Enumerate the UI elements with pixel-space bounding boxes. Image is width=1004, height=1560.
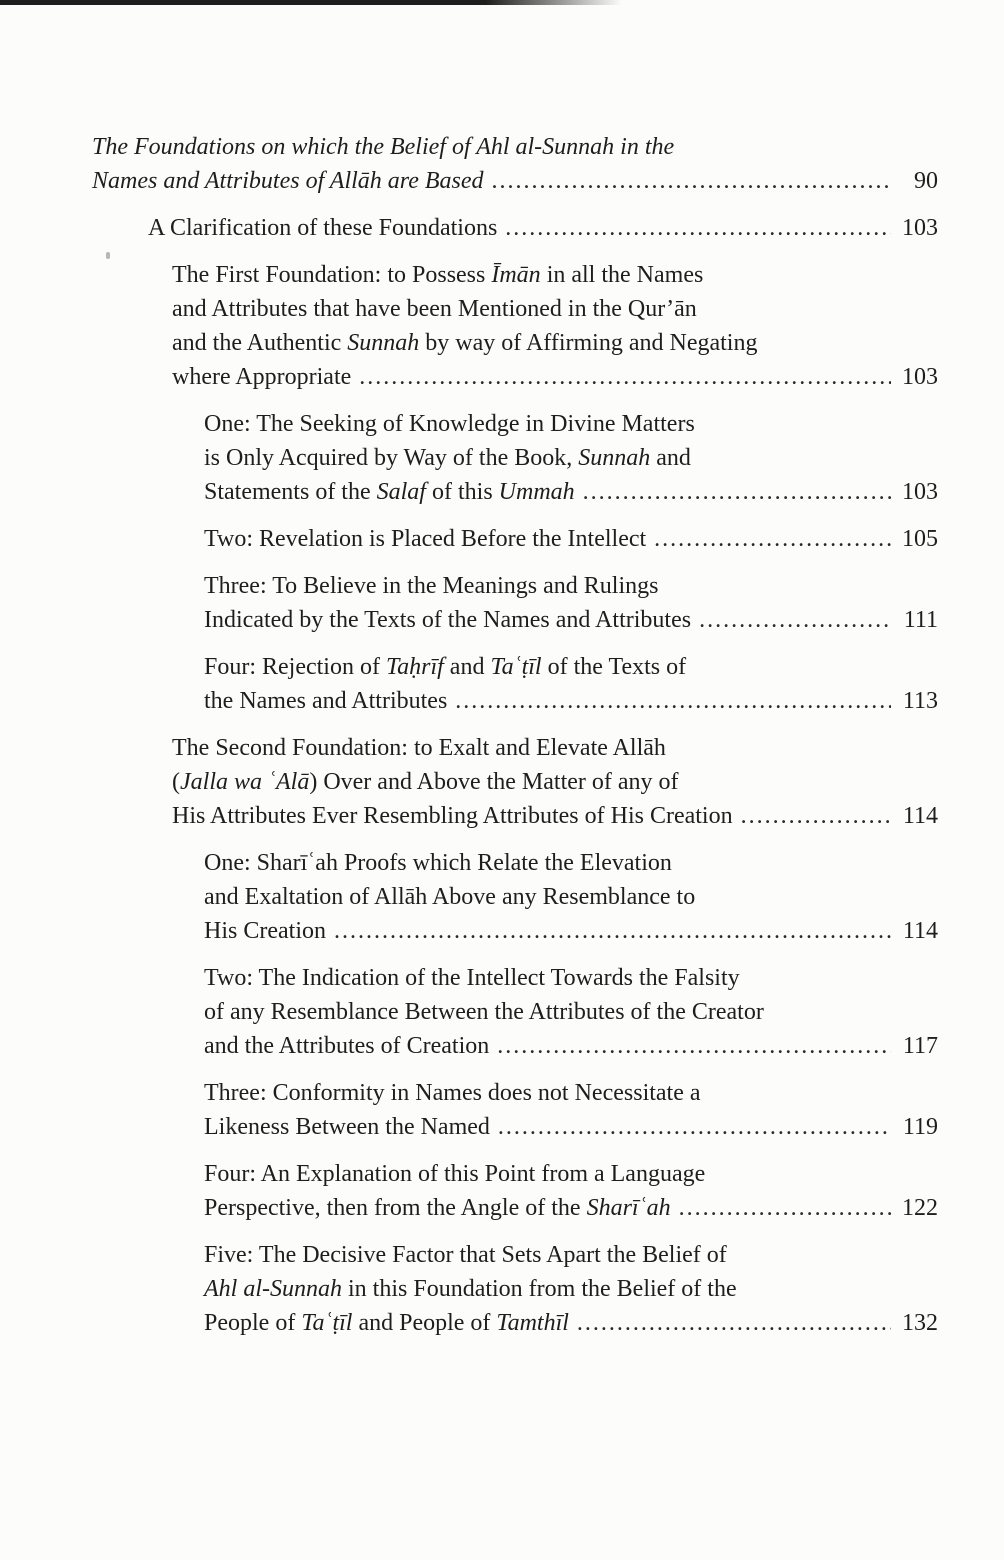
toc-line-text: Four: Rejection of Taḥrīf and Taʿṭīl of the Texts of <box>204 654 687 680</box>
toc-line-text: Four: An Explanation of this Point from a Language <box>204 1161 706 1187</box>
toc-line <box>172 258 938 292</box>
page-number: 119 <box>902 1114 938 1140</box>
dot-leader <box>699 603 891 637</box>
dot-leader <box>334 914 891 948</box>
toc-line <box>204 522 938 556</box>
dot-leader <box>497 1029 891 1063</box>
toc-entry <box>92 650 938 718</box>
dot-leader <box>505 211 891 245</box>
dot-leader <box>492 164 891 198</box>
toc-line-text: and the Authentic Sunnah by way of Affirming and Negating <box>172 330 758 356</box>
toc-line <box>172 799 938 833</box>
toc-line-text: One: Sharīʿah Proofs which Relate the Elevation <box>204 850 672 876</box>
toc-line <box>204 880 938 914</box>
toc-line-text: Names and Attributes of Allāh are Based <box>92 168 484 194</box>
dot-leader <box>654 522 891 556</box>
toc-line <box>204 684 938 718</box>
dot-leader <box>583 475 891 509</box>
toc-line <box>204 475 938 509</box>
dot-leader <box>455 684 891 718</box>
toc-line-text: and the Attributes of Creation <box>204 1033 490 1059</box>
toc-line <box>172 765 938 799</box>
toc-line <box>204 407 938 441</box>
toc-entry <box>92 407 938 509</box>
toc-line <box>204 569 938 603</box>
page-number: 105 <box>902 526 938 552</box>
page-number: 114 <box>902 803 938 829</box>
toc-line-text: and Exaltation of Allāh Above any Resemblance to <box>204 884 696 910</box>
dot-leader <box>679 1191 891 1225</box>
toc-line-text: Ahl al-Sunnah in this Foundation from the Belief of the <box>204 1276 737 1302</box>
toc-line <box>172 292 938 326</box>
page-number: 103 <box>902 364 938 390</box>
toc-line-text: His Attributes Ever Resembling Attributes of His Creation <box>172 803 733 829</box>
toc-line <box>92 130 938 164</box>
toc-entry <box>92 1238 938 1340</box>
toc-line <box>204 1272 938 1306</box>
toc-entry <box>92 522 938 556</box>
page-number: 132 <box>902 1310 938 1336</box>
toc-line-text: A Clarification of these Foundations <box>148 215 498 241</box>
page-number: 103 <box>902 215 938 241</box>
toc-line <box>204 1238 938 1272</box>
page-number: 113 <box>902 688 938 714</box>
toc-line-text: Statements of the Salaf of this Ummah <box>204 479 575 505</box>
toc-line <box>204 1076 938 1110</box>
toc-line <box>92 164 938 198</box>
page-number: 90 <box>914 168 938 194</box>
page-number: 122 <box>902 1195 938 1221</box>
toc-line <box>204 1306 938 1340</box>
toc-line-text: People of Taʿṭīl and People of Tamthīl <box>204 1310 569 1336</box>
toc-line <box>172 360 938 394</box>
page-number: 111 <box>903 607 938 633</box>
toc-entry <box>92 258 938 394</box>
toc-line <box>204 914 938 948</box>
toc-entry <box>92 569 938 637</box>
toc-line-text: The Second Foundation: to Exalt and Elevate Allāh <box>172 735 666 761</box>
toc-line-text: the Names and Attributes <box>204 688 448 714</box>
toc-line <box>204 1110 938 1144</box>
toc-line-text: His Creation <box>204 918 326 944</box>
toc-line-text: of any Resemblance Between the Attributes of the Creator <box>204 999 764 1025</box>
toc-entry <box>92 130 938 198</box>
toc-line-text: (Jalla wa ʿAlā) Over and Above the Matter of any of <box>172 769 679 795</box>
dot-leader <box>741 799 891 833</box>
toc-entry <box>92 1076 938 1144</box>
toc-entry <box>92 211 938 245</box>
toc-line-text: and Attributes that have been Mentioned in the Qur’ān <box>172 296 697 322</box>
page-number: 114 <box>902 918 938 944</box>
toc-entry <box>92 1157 938 1225</box>
toc-line-text: where Appropriate <box>172 364 352 390</box>
toc-list <box>92 130 938 1340</box>
toc-line-text: is Only Acquired by Way of the Book, Sunnah and <box>204 445 691 471</box>
toc-line <box>204 995 938 1029</box>
toc-entry <box>92 961 938 1063</box>
dot-leader <box>577 1306 891 1340</box>
toc-line <box>204 1191 938 1225</box>
toc-line-text: Indicated by the Texts of the Names and Attributes <box>204 607 692 633</box>
toc-line <box>172 326 938 360</box>
toc-line <box>204 441 938 475</box>
toc-line <box>204 650 938 684</box>
toc-line-text: The Foundations on which the Belief of Ahl al-Sunnah in the <box>92 134 675 160</box>
dot-leader <box>359 360 891 394</box>
page-number: 117 <box>902 1033 938 1059</box>
toc-line-text: The First Foundation: to Possess Īmān in all the Names <box>172 262 704 288</box>
dot-leader <box>498 1110 891 1144</box>
toc-line-text: Five: The Decisive Factor that Sets Apart the Belief of <box>204 1242 727 1268</box>
toc-line <box>172 731 938 765</box>
toc-line <box>148 211 938 245</box>
toc-line <box>204 846 938 880</box>
page-number: 103 <box>902 479 938 505</box>
toc-line <box>204 603 938 637</box>
toc-line-text: Two: Revelation is Placed Before the Intellect <box>204 526 647 552</box>
toc-line <box>204 961 938 995</box>
toc-line-text: Perspective, then from the Angle of the Sharīʿah <box>204 1195 671 1221</box>
toc-line-text: Three: Conformity in Names does not Necessitate a <box>204 1080 701 1106</box>
toc-entry <box>92 846 938 948</box>
toc-line-text: Three: To Believe in the Meanings and Rulings <box>204 573 659 599</box>
toc-entry <box>92 731 938 833</box>
toc-line <box>204 1157 938 1191</box>
toc-line <box>204 1029 938 1063</box>
toc-line-text: Likeness Between the Named <box>204 1114 490 1140</box>
toc-line-text: One: The Seeking of Knowledge in Divine Matters <box>204 411 695 437</box>
toc-line-text: Two: The Indication of the Intellect Towards the Falsity <box>204 965 740 991</box>
